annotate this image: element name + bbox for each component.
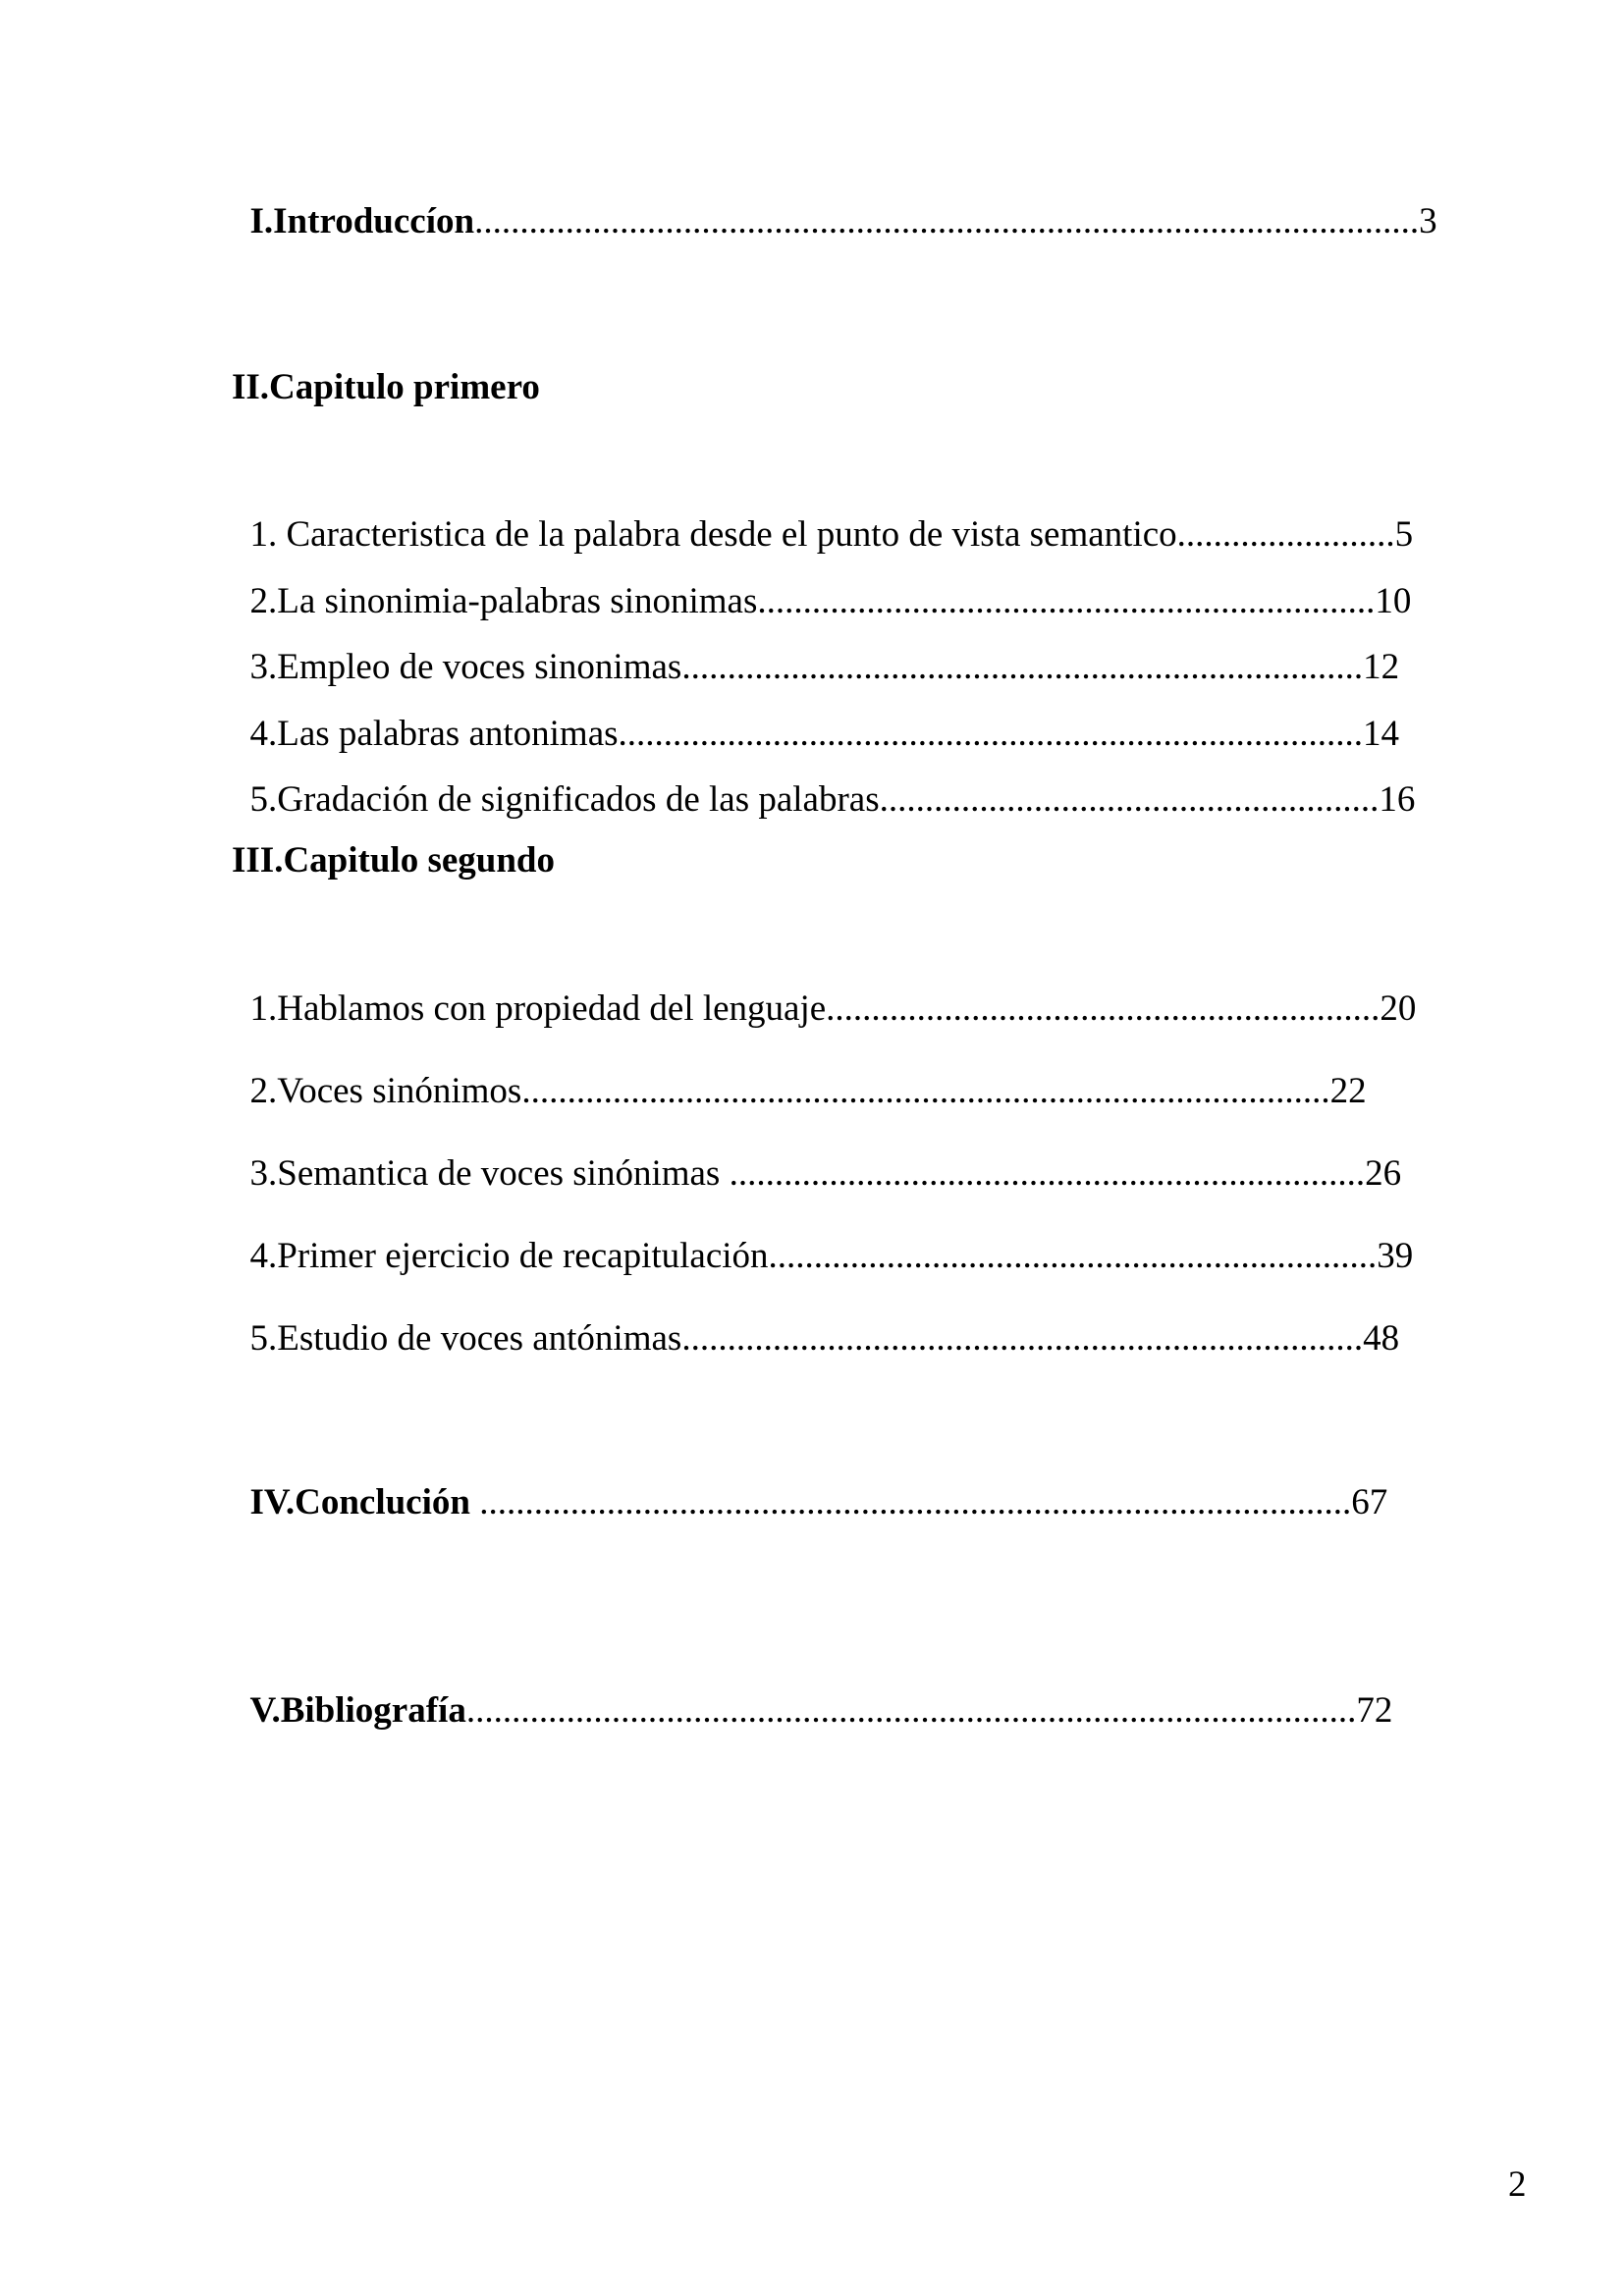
toc-leader-dots: ...........................................................................	[681, 647, 1364, 687]
toc-page-number: 72	[1356, 1690, 1393, 1731]
toc-page-number: 48	[1363, 1318, 1400, 1359]
toc-page-number: 39	[1377, 1236, 1414, 1276]
toc-entry-label: 4.Primer ejercicio de recapitulación	[249, 1236, 769, 1276]
toc-entry-label: 1.Hablamos con propiedad del lenguaje	[249, 988, 827, 1029]
toc-leader-dots: ........................................................................................................	[474, 201, 1420, 241]
toc-entry-label: I.Introduccíon	[249, 201, 475, 241]
toc-page-number: 22	[1329, 1071, 1367, 1111]
toc-entry-label: 2.Voces sinónimos	[249, 1071, 522, 1111]
toc-heading-capitulo-segundo: III.Capitulo segundo	[232, 840, 556, 881]
toc-entry-label: 2.La sinonimia-palabras sinonimas	[249, 581, 758, 621]
toc-leader-dots: ..................................................................................	[618, 714, 1364, 754]
toc-entry-bibliografia[interactable]	[232, 1646, 1392, 1733]
toc-entry-semantica[interactable]	[232, 1109, 1401, 1196]
toc-leader-dots: ........................	[1176, 514, 1395, 555]
toc-leader-dots: ....................................................................	[757, 581, 1376, 621]
toc-entry-label: 3.Semantica de voces sinónimas	[249, 1153, 730, 1194]
toc-heading-capitulo-primero: II.Capitulo primero	[232, 367, 540, 407]
toc-entry-label: 5.Estudio de voces antónimas	[249, 1318, 682, 1359]
toc-page-number: 16	[1379, 779, 1416, 820]
toc-entry-introduccion[interactable]	[232, 157, 1437, 243]
toc-leader-dots: ...................................................................	[768, 1236, 1378, 1276]
toc-page-number: 12	[1363, 647, 1400, 687]
toc-entry-label: 5.Gradación de significados de las palabras	[249, 779, 880, 820]
toc-entry-label: 3.Empleo de voces sinonimas	[249, 647, 682, 687]
toc-page-number: 10	[1375, 581, 1412, 621]
toc-entry-label: 4.Las palabras antonimas	[249, 714, 619, 754]
toc-page-number: 20	[1380, 988, 1417, 1029]
toc-entry-hablamos[interactable]	[232, 944, 1416, 1031]
toc-page-number: 14	[1363, 714, 1400, 754]
toc-page-number: 3	[1419, 201, 1437, 241]
toc-entry-label: 1. Caracteristica de la palabra desde el punto de vista semantico	[249, 514, 1177, 555]
toc-page-number: 5	[1394, 514, 1414, 555]
toc-entry-voces-sinonimos[interactable]	[232, 1027, 1367, 1113]
toc-page-number: 26	[1365, 1153, 1402, 1194]
toc-entry-conclucion[interactable]	[232, 1438, 1387, 1524]
toc-leader-dots: .............................................................	[826, 988, 1380, 1029]
toc-leader-dots: ..................................................................................................	[465, 1690, 1357, 1731]
toc-entry-estudio-antonimas[interactable]	[232, 1274, 1399, 1361]
toc-leader-dots: .........................................................................................	[521, 1071, 1330, 1111]
toc-leader-dots: .......................................................	[879, 779, 1380, 820]
toc-entry-gradacion[interactable]	[232, 735, 1415, 822]
toc-entry-label: IV.Conclución	[249, 1482, 480, 1522]
toc-leader-dots: ......................................................................	[729, 1153, 1366, 1194]
toc-page-number: 67	[1351, 1482, 1388, 1522]
toc-entry-primer-ejercicio[interactable]	[232, 1192, 1413, 1278]
toc-leader-dots: ................................................................................................	[479, 1482, 1352, 1522]
toc-entry-label: V.Bibliografía	[249, 1690, 466, 1731]
toc-leader-dots: ...........................................................................	[681, 1318, 1364, 1359]
page-number: 2	[1508, 2164, 1527, 2205]
